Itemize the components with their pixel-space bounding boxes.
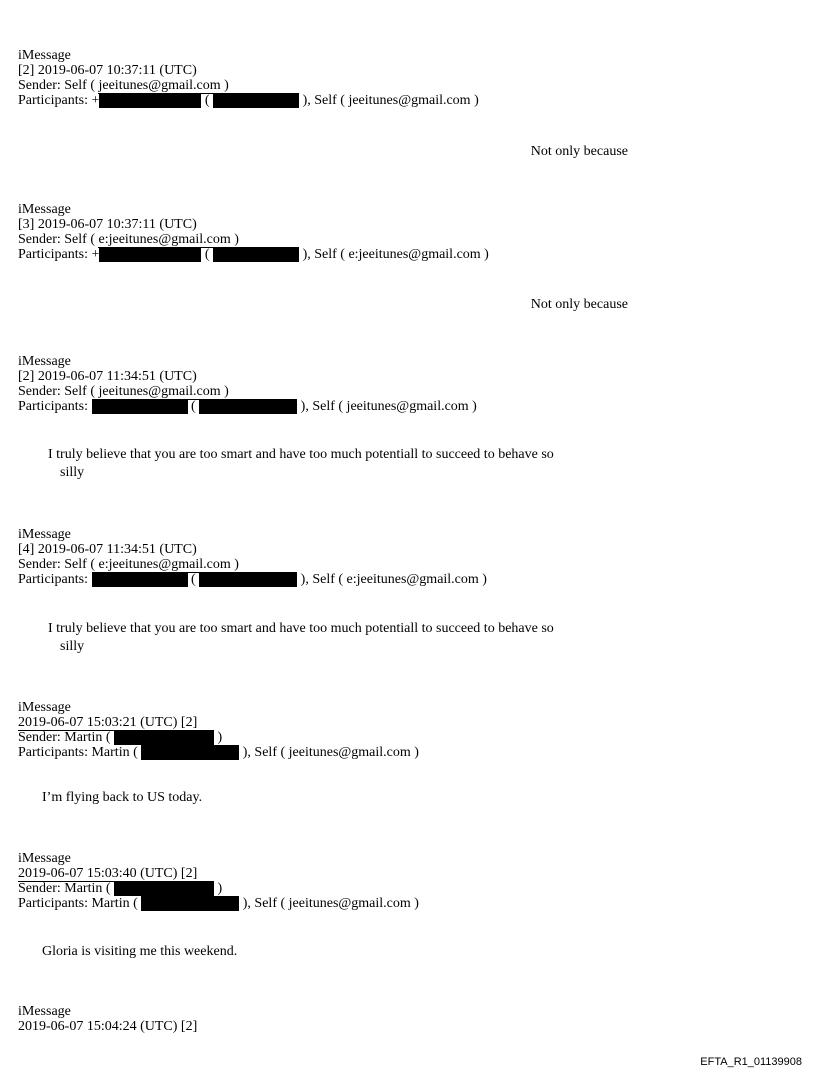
message-header (18, 715, 798, 730)
redaction-bar (114, 730, 214, 745)
message-body: I’m flying back to US today. (42, 790, 203, 805)
message-header-text: 2019-06-07 15:03:40 (UTC) [2] (18, 866, 198, 881)
message-entry (18, 1004, 798, 1034)
sender-line (18, 557, 798, 572)
sender-prefix: Sender: Martin ( (18, 881, 115, 896)
sender-prefix: Sender: Self ( (18, 384, 99, 399)
redaction-bar (99, 247, 201, 262)
redaction-bar (141, 896, 239, 911)
message-body: Not only because (530, 297, 628, 312)
sender-prefix: Sender: Self ( (18, 557, 99, 572)
sender-suffix: ) (220, 78, 229, 93)
message-type: iMessage (18, 851, 71, 866)
redaction-bar (213, 247, 299, 262)
message-header: [2] 2019-06-07 10:37:11 (UTC) (18, 63, 197, 78)
message-body (48, 620, 638, 656)
message-type: iMessage (18, 700, 71, 715)
message-entry (18, 48, 798, 108)
participants-line (18, 572, 798, 587)
redaction-bar (114, 881, 214, 896)
participants-suffix: ), Self ( e:jeeitunes@gmail.com ) (297, 572, 487, 587)
sender-suffix: ) (230, 232, 239, 247)
message-entry (18, 700, 798, 760)
sender-suffix: ) (230, 557, 239, 572)
redaction-bar (99, 93, 201, 108)
participants-line (18, 399, 798, 414)
sender-prefix: Sender: Martin ( (18, 730, 115, 745)
sender-suffix: ) (220, 384, 229, 399)
message-type: iMessage (18, 1004, 71, 1019)
sender-line (18, 881, 798, 896)
participants-prefix: Participants: (18, 399, 92, 414)
participants-line (18, 896, 798, 911)
message-body: Gloria is visiting me this weekend. (42, 944, 238, 959)
sender-value: jeeitunes@gmail.com (98, 384, 221, 399)
sender-value: e:jeeitunes@gmail.com (98, 557, 231, 572)
participants-suffix: ), Self ( jeeitunes@gmail.com ) (239, 745, 419, 760)
redaction-bar (199, 399, 297, 414)
participants-line (18, 247, 798, 262)
participants-prefix: Participants: (18, 572, 92, 587)
participants-prefix: Participants: + (18, 93, 100, 108)
participants-mid: ( (187, 399, 200, 414)
message-header: [2] 2019-06-07 11:34:51 (UTC) (18, 369, 197, 384)
sender-suffix: ) (214, 881, 223, 896)
message-body-line: I truly believe that you are too smart and have too much potentiall to succeed to behave so (48, 447, 554, 462)
message-body-line: silly (60, 465, 85, 480)
message-type: iMessage (18, 202, 71, 217)
sender-suffix: ) (214, 730, 223, 745)
sender-prefix: Sender: Self ( (18, 232, 99, 247)
participants-mid: ( (187, 572, 200, 587)
message-type: iMessage (18, 354, 71, 369)
message-header: [4] 2019-06-07 11:34:51 (UTC) (18, 542, 197, 557)
sender-value: e:jeeitunes@gmail.com (98, 232, 231, 247)
message-header-text: 2019-06-07 15:03:21 (UTC) [2] (18, 715, 198, 730)
sender-prefix: Sender: Self ( (18, 78, 99, 93)
participants-prefix: Participants: Martin ( (18, 896, 142, 911)
message-header (18, 866, 798, 881)
redaction-bar (213, 93, 299, 108)
participants-suffix: ), Self ( e:jeeitunes@gmail.com ) (299, 247, 489, 262)
participants-prefix: Participants: Martin ( (18, 745, 142, 760)
participants-prefix: Participants: + (18, 247, 100, 262)
bates-number: EFTA_R1_01139908 (700, 1056, 802, 1068)
message-entry (18, 202, 798, 262)
message-body-line: I truly believe that you are too smart and have too much potentiall to succeed to behave so (48, 621, 554, 636)
redaction-bar (92, 572, 188, 587)
participants-line (18, 93, 798, 108)
redaction-bar (141, 745, 239, 760)
message-body: Not only because (530, 144, 628, 159)
participants-line (18, 745, 798, 760)
message-type: iMessage (18, 527, 71, 542)
message-header: [3] 2019-06-07 10:37:11 (UTC) (18, 217, 197, 232)
message-body (48, 446, 638, 482)
message-body-line: silly (60, 639, 85, 654)
message-entry (18, 354, 798, 414)
sender-line (18, 384, 798, 399)
redaction-bar (92, 399, 188, 414)
participants-suffix: ), Self ( jeeitunes@gmail.com ) (299, 93, 479, 108)
sender-line (18, 232, 798, 247)
message-type: iMessage (18, 48, 71, 63)
sender-line (18, 78, 798, 93)
sender-line (18, 730, 798, 745)
participants-mid: ( (201, 247, 214, 262)
participants-suffix: ), Self ( jeeitunes@gmail.com ) (297, 399, 477, 414)
sender-value: jeeitunes@gmail.com (98, 78, 221, 93)
message-header: 2019-06-07 15:04:24 (UTC) [2] (18, 1019, 198, 1034)
redaction-bar (199, 572, 297, 587)
participants-suffix: ), Self ( jeeitunes@gmail.com ) (239, 896, 419, 911)
participants-mid: ( (201, 93, 214, 108)
message-entry (18, 851, 798, 911)
message-entry (18, 527, 798, 587)
